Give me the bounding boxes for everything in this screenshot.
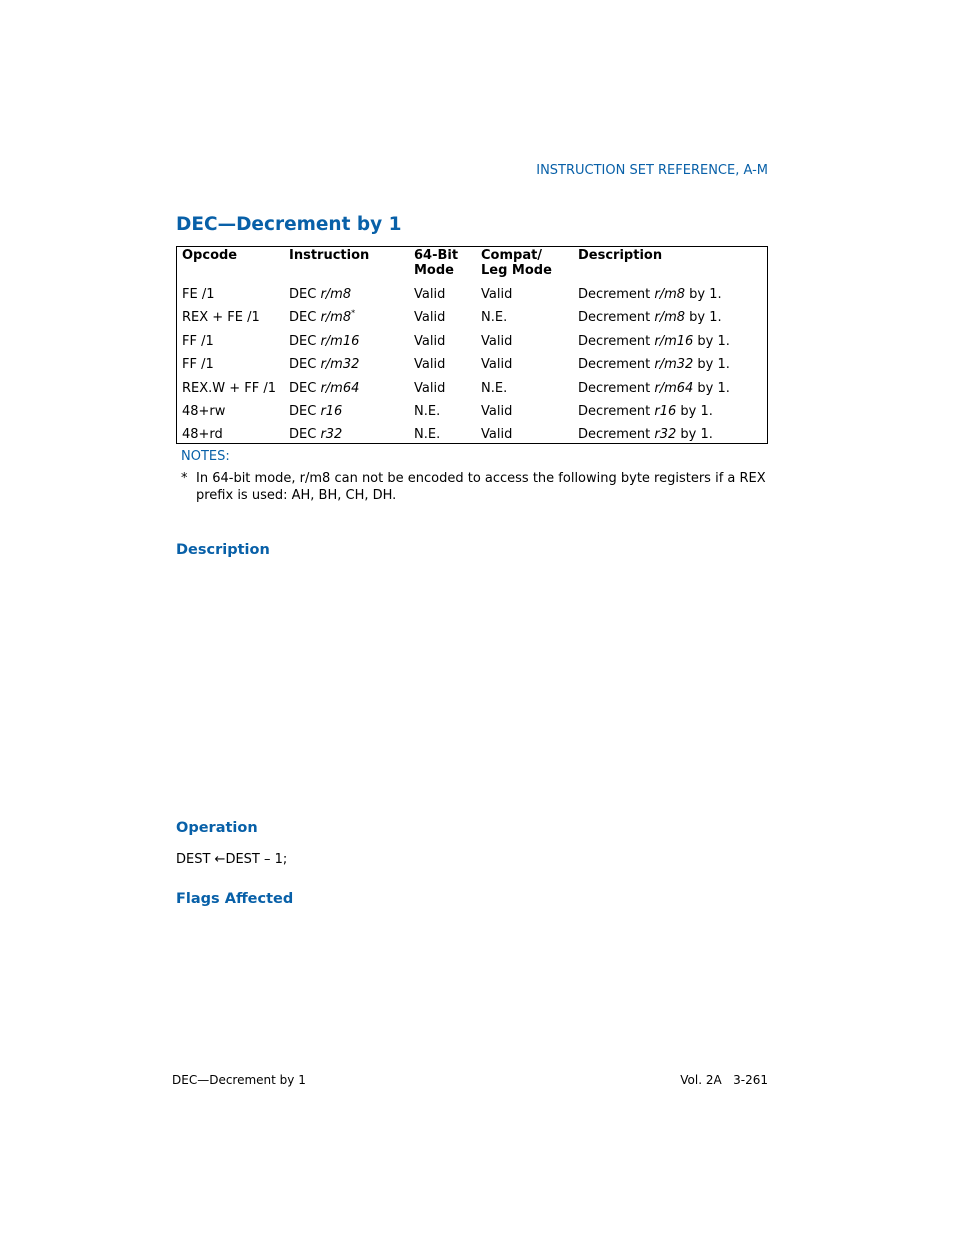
cell-compat-mode: Valid <box>481 287 513 302</box>
cell-description <box>573 333 768 356</box>
table-header-row <box>177 247 768 287</box>
cell-description <box>573 403 768 426</box>
instruction-mnemonic: DEC <box>289 427 321 443</box>
cell-instruction <box>284 380 409 403</box>
description-operand: r/m16 <box>654 333 694 349</box>
description-suffix: by 1. <box>693 357 730 373</box>
running-head: INSTRUCTION SET REFERENCE, A-M <box>536 163 768 178</box>
column-header-64bit-mode-line2: Mode <box>414 263 454 278</box>
description-operand: r/m8 <box>654 287 686 302</box>
description-prefix: Decrement <box>578 380 655 396</box>
instruction-operand: r32 <box>320 427 343 443</box>
column-header-opcode: Opcode <box>182 248 238 263</box>
instruction-operand: r/m8 <box>320 287 352 302</box>
instruction-operand: r/m8 <box>320 310 352 326</box>
note-text: In 64-bit mode, r/m8 can not be encoded to access the following byte registers if a REX prefix is used: AH, BH, CH, DH. <box>196 471 766 503</box>
cell-description <box>573 380 768 403</box>
section-heading-flags-affected: Flags Affected <box>176 891 294 907</box>
column-header-64bit-mode <box>409 247 476 287</box>
cell-instruction <box>284 309 409 332</box>
cell-compat-mode: N.E. <box>481 310 508 326</box>
cell-opcode: FE /1 <box>182 287 215 302</box>
cell-description <box>573 356 768 379</box>
footer-title: DEC—Decrement by 1 <box>172 1073 306 1087</box>
notes-label: NOTES: <box>181 449 230 464</box>
description-suffix: by 1. <box>685 310 722 326</box>
cell-compat-mode: N.E. <box>481 380 508 396</box>
footnote-marker: * <box>351 309 356 319</box>
cell-64bit-mode: Valid <box>414 380 446 396</box>
cell-opcode: REX + FE /1 <box>182 310 260 326</box>
cell-64bit-mode: Valid <box>414 333 446 349</box>
instruction-mnemonic: DEC <box>289 380 321 396</box>
description-operand: r16 <box>654 403 677 419</box>
description-suffix: by 1. <box>676 403 713 419</box>
cell-description <box>573 286 768 309</box>
instruction-operand: r16 <box>320 403 343 419</box>
description-suffix: by 1. <box>693 380 730 396</box>
column-header-compat-line1: Compat/ <box>481 248 543 263</box>
cell-compat-mode: Valid <box>481 333 513 349</box>
cell-opcode: 48+rd <box>182 427 223 443</box>
instruction-mnemonic: DEC <box>289 310 321 326</box>
section-heading-operation: Operation <box>176 820 258 836</box>
description-operand: r/m32 <box>654 357 694 373</box>
cell-opcode: FF /1 <box>182 357 214 373</box>
footer-page-number: Vol. 2A 3-261 <box>680 1073 768 1087</box>
instruction-mnemonic: DEC <box>289 403 321 419</box>
cell-compat-mode: Valid <box>481 427 513 443</box>
column-header-compat-line2: Leg Mode <box>481 263 552 278</box>
cell-instruction <box>284 426 409 444</box>
description-operand: r/m8 <box>654 310 686 326</box>
instruction-operand: r/m16 <box>320 333 360 349</box>
cell-64bit-mode: N.E. <box>414 427 441 443</box>
instruction-mnemonic: DEC <box>289 357 321 373</box>
operation-pseudocode: DEST ←DEST – 1; <box>176 852 288 867</box>
description-suffix: by 1. <box>693 333 730 349</box>
cell-64bit-mode: Valid <box>414 310 446 326</box>
description-prefix: Decrement <box>578 357 655 373</box>
description-prefix: Decrement <box>578 427 655 443</box>
section-heading-description: Description <box>176 542 270 558</box>
note-item <box>181 470 771 504</box>
description-prefix: Decrement <box>578 287 655 302</box>
column-header-instruction: Instruction <box>289 248 370 263</box>
cell-opcode: 48+rw <box>182 403 226 419</box>
cell-compat-mode: Valid <box>481 357 513 373</box>
cell-description <box>573 426 768 444</box>
cell-64bit-mode: Valid <box>414 357 446 373</box>
table-row <box>177 403 768 426</box>
opcode-table <box>176 246 768 444</box>
description-prefix: Decrement <box>578 333 655 349</box>
table-row <box>177 333 768 356</box>
description-suffix: by 1. <box>685 287 722 302</box>
description-operand: r/m64 <box>654 380 694 396</box>
cell-opcode: FF /1 <box>182 333 214 349</box>
cell-instruction <box>284 356 409 379</box>
cell-instruction <box>284 403 409 426</box>
instruction-mnemonic: DEC <box>289 287 321 302</box>
column-header-compat-leg-mode <box>476 247 573 287</box>
instruction-operand: r/m32 <box>320 357 360 373</box>
table-row <box>177 426 768 444</box>
table-row <box>177 380 768 403</box>
column-header-64bit-mode-line1: 64-Bit <box>414 248 459 263</box>
cell-instruction <box>284 333 409 356</box>
note-marker: * <box>181 471 188 486</box>
cell-64bit-mode: Valid <box>414 287 446 302</box>
opcode-table-body <box>177 286 768 444</box>
cell-compat-mode: Valid <box>481 403 513 419</box>
cell-description <box>573 309 768 332</box>
instruction-mnemonic: DEC <box>289 333 321 349</box>
column-header-description: Description <box>578 248 663 263</box>
cell-instruction <box>284 286 409 309</box>
table-row <box>177 356 768 379</box>
page-title: DEC—Decrement by 1 <box>176 214 402 235</box>
description-prefix: Decrement <box>578 403 655 419</box>
description-suffix: by 1. <box>676 427 713 443</box>
description-prefix: Decrement <box>578 310 655 326</box>
table-row <box>177 309 768 332</box>
description-operand: r32 <box>654 427 677 443</box>
instruction-operand: r/m64 <box>320 380 360 396</box>
cell-64bit-mode: N.E. <box>414 403 441 419</box>
cell-opcode: REX.W + FF /1 <box>182 380 277 396</box>
table-row <box>177 286 768 309</box>
